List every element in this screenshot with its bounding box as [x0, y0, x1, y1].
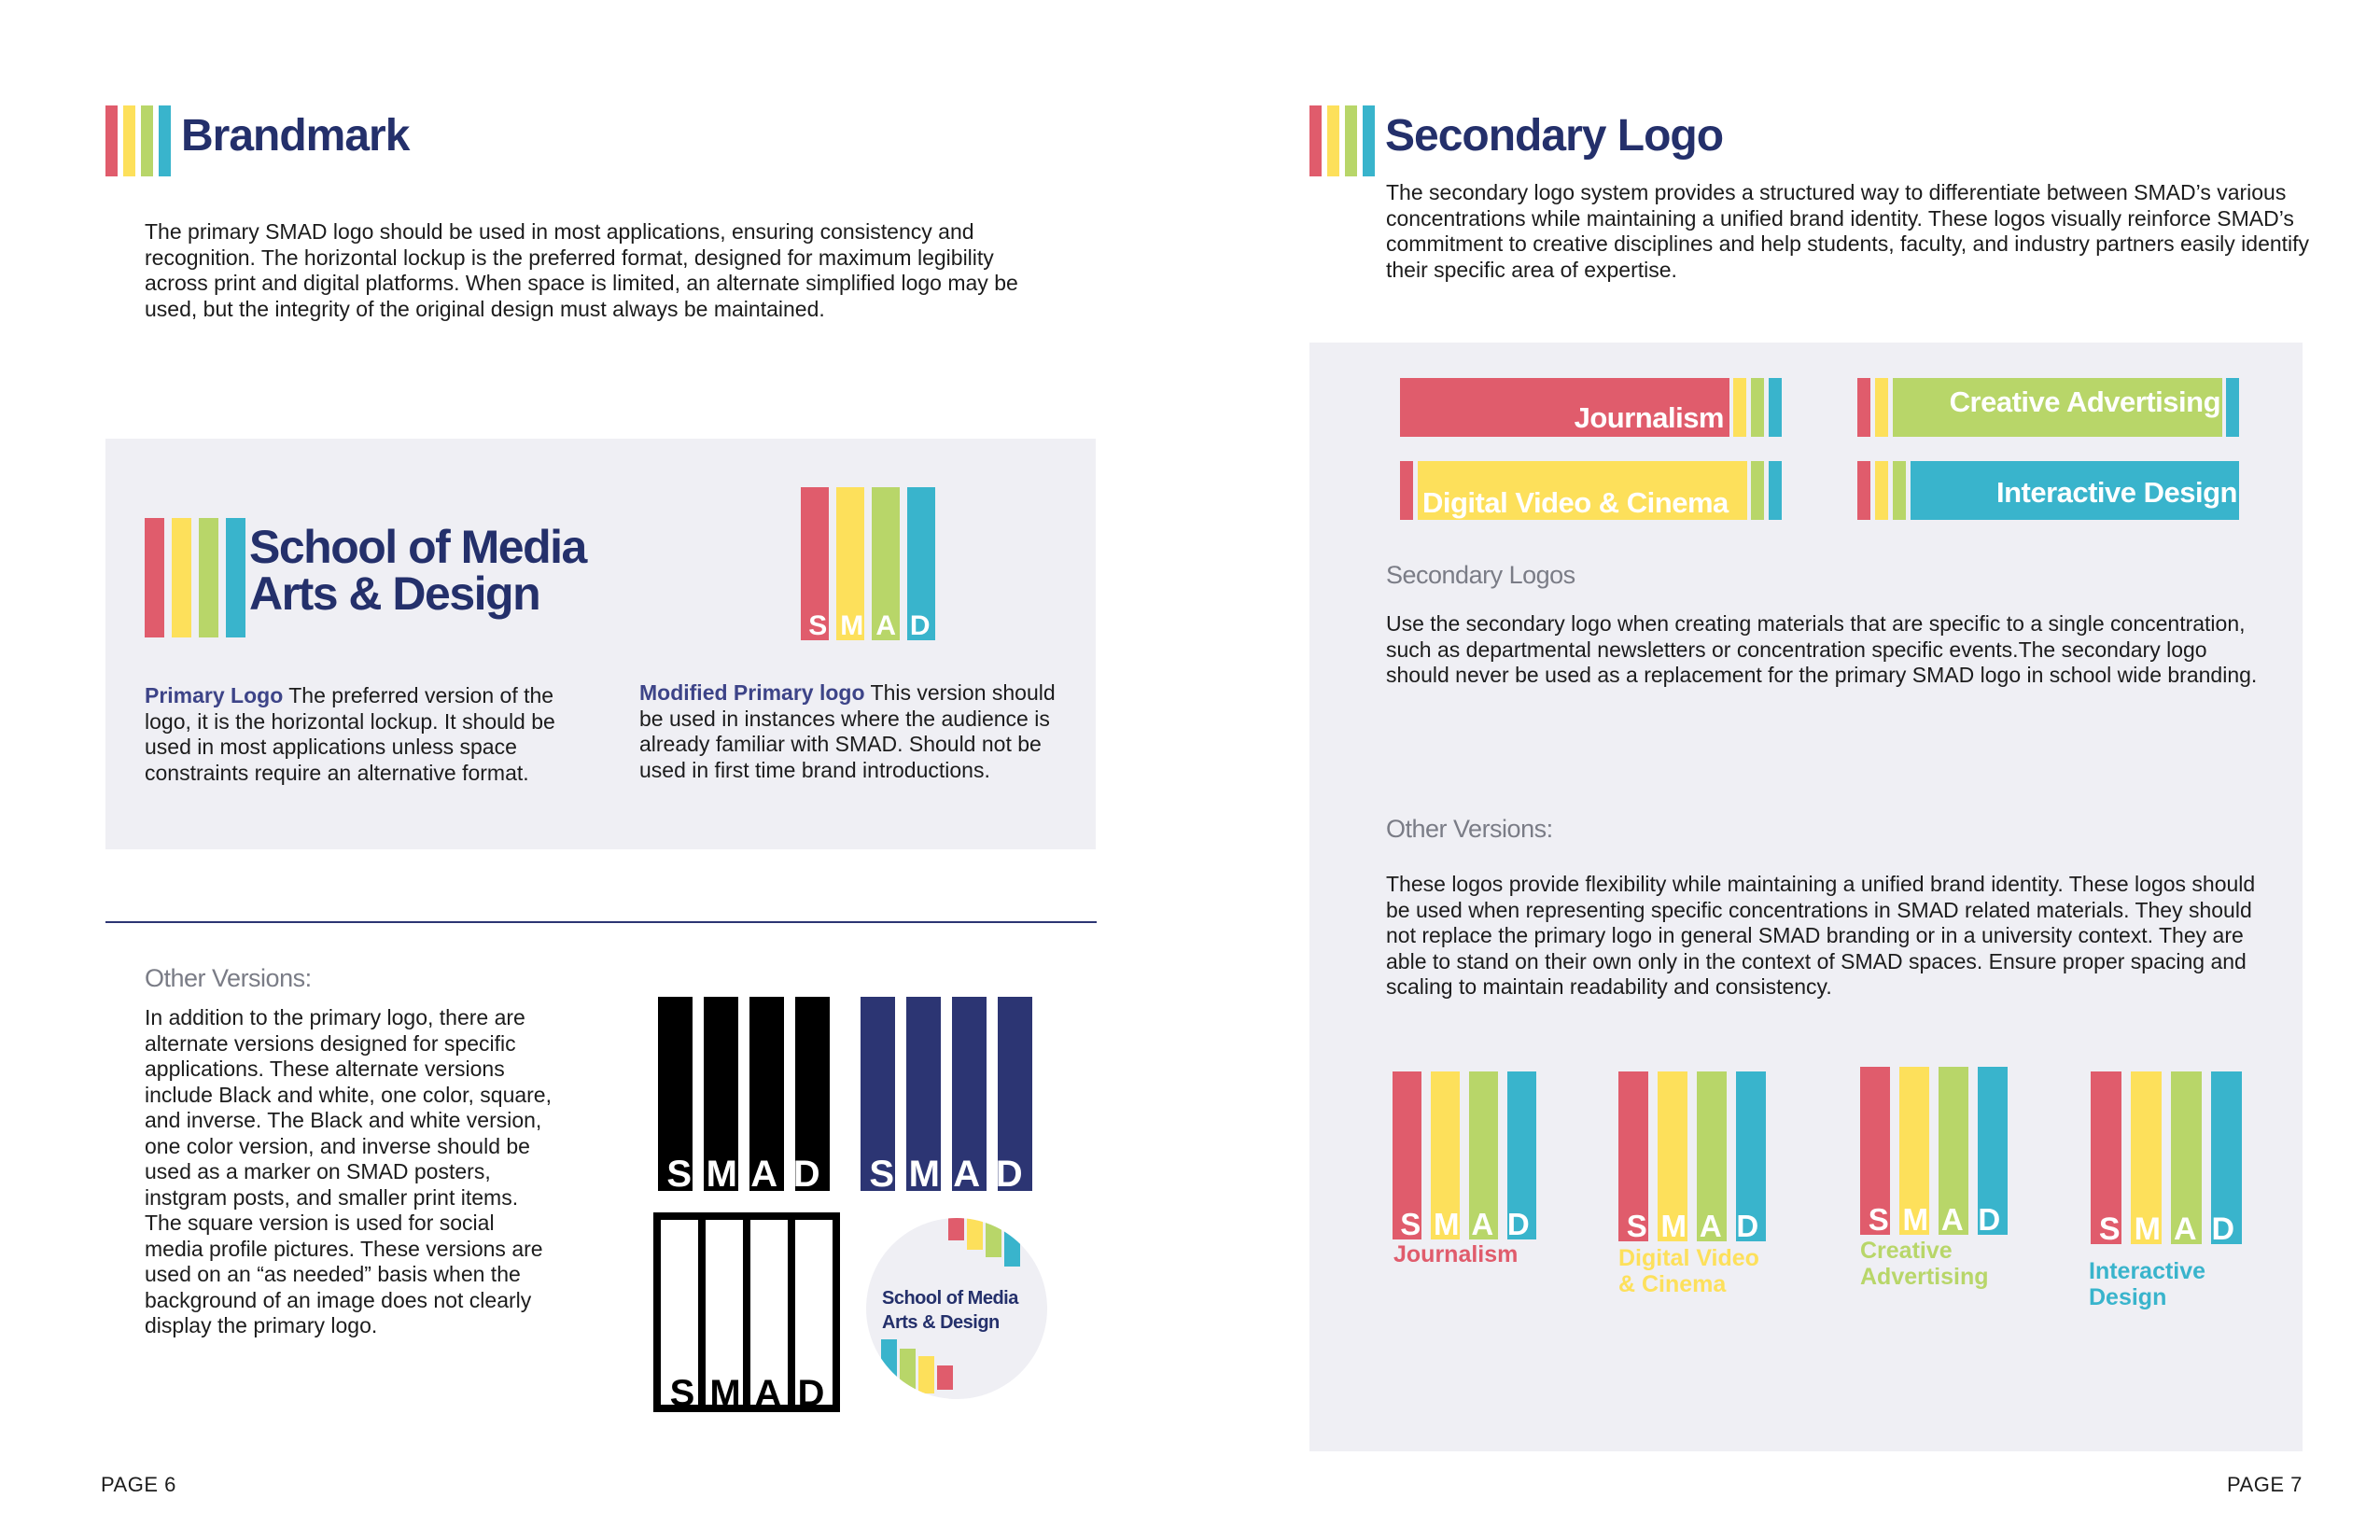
inverse-letter-s: S — [669, 1373, 695, 1414]
one-color-letter-s: S — [869, 1154, 895, 1195]
strip-journalism — [1400, 378, 1785, 437]
circle-profile-logo — [866, 1218, 1047, 1399]
smad-letter-d: D — [909, 610, 931, 641]
smad-letter-a: A — [875, 610, 897, 641]
digital-video-label-line2: & Cinema — [1618, 1271, 1727, 1297]
concentration-logo-journalism — [1393, 1071, 1536, 1239]
concentration-label-creative-advertising — [1860, 1238, 1989, 1290]
journalism-letter-a: A — [1471, 1207, 1494, 1241]
interactive-label-line1: Interactive — [2089, 1258, 2206, 1284]
primary-logo-name — [249, 521, 586, 620]
one-color-letter-a: A — [953, 1154, 981, 1195]
strip-interactive-design — [1857, 461, 2242, 520]
modified-logo-label: Modified Primary logo — [639, 680, 865, 705]
right-other-versions-heading: Other Versions: — [1386, 815, 1553, 843]
concentration-logo-interactive-design — [2091, 1071, 2242, 1247]
concentration-label-digital-video — [1618, 1245, 1759, 1297]
journalism-letter-m: M — [1434, 1207, 1460, 1241]
digital-letter-m: M — [1660, 1209, 1687, 1243]
one-color-letter-m: M — [908, 1154, 940, 1195]
modified-smad-logo — [801, 487, 937, 640]
concentration-label-interactive-design — [2089, 1258, 2205, 1310]
interactive-label-line2: Design — [2089, 1284, 2167, 1310]
creative-letter-m: M — [1902, 1202, 1928, 1237]
digital-letter-a: A — [1699, 1209, 1722, 1243]
one-color-letter-d: D — [995, 1154, 1023, 1195]
primary-logo — [145, 518, 630, 637]
interactive-letter-a: A — [2173, 1211, 2197, 1247]
other-versions-text: In addition to the primary logo, there are alternate versions designed for specific applications. These alternate versions include Black and white, one color, square, and inverse. The Black and white version, one color version, and inverse should be used as a marker on SMAD posters, instgram posts, and smaller print items. The square version is used for social media profile pictures. These versions are used on an “as needed” basis when the background of an image does not clearly display the primary logo. — [145, 1005, 552, 1337]
circle-name-line1: School of Media — [882, 1288, 1018, 1309]
strip-digital-video-label: Digital Video & Cinema — [1422, 486, 1729, 519]
primary-logo-text: The preferred version of the logo, it is the horizontal lockup. It should be used in most applications unless space constraints require an alternative format. — [145, 683, 555, 785]
secondary-intro: The secondary logo system provides a structured way to differentiate between SMAD’s various concentrations while maintaining a unified brand identity. These logos visually reinforce SMAD’s commitment to creative disciplines and help students, faculty, and industry partners easily identify their specific area of expertise. — [1386, 180, 2310, 282]
creative-letter-d: D — [1978, 1202, 2001, 1237]
one-color-smad-logo — [861, 997, 1030, 1195]
black-white-smad-logo — [658, 997, 828, 1195]
journalism-label-line1: Journalism — [1393, 1241, 1519, 1267]
modified-logo-description — [639, 680, 1059, 783]
strip-digital-video — [1400, 461, 1785, 520]
circle-logo-name — [882, 1286, 1018, 1335]
strip-creative-advertising — [1857, 378, 2242, 437]
journalism-letter-s: S — [1400, 1207, 1421, 1241]
other-versions-heading: Other Versions: — [145, 964, 312, 992]
strip-creative-advertising-label: Creative Advertising — [1949, 385, 2220, 418]
inverse-letter-m: M — [709, 1373, 741, 1414]
concentration-logo-creative-advertising — [1860, 1067, 2008, 1235]
right-other-versions-text: These logos provide flexibility while maintaining a unified brand identity. These logos should be used when representing specific concentrations in SMAD related materials. They should not replace the primary logo in general SMAD branding or in a university context. They are able to stand on their own only in the context of SMAD spaces. Ensure proper spacing and scaling to maintain readability and consistency. — [1386, 872, 2256, 999]
bw-letter-s: S — [666, 1154, 693, 1195]
page-number-right: PAGE 7 — [2227, 1473, 2303, 1496]
concentration-label-journalism — [1393, 1241, 1518, 1267]
smad-letter-m: M — [840, 610, 864, 641]
primary-logo-name-line1: School of Media — [249, 521, 586, 573]
brandmark-title-icon — [105, 105, 171, 176]
inverse-letter-a: A — [754, 1373, 782, 1414]
strip-interactive-design-label: Interactive Design — [1995, 476, 2237, 509]
secondary-title: Secondary Logo — [1385, 111, 1724, 161]
secondary-logos-text: Use the secondary logo when creating materials that are specific to a single concentration, such as departmental newsletters or concentration specific events.The secondary logo should never be used as a replacement for the primary SMAD logo in school wide branding. — [1386, 611, 2258, 687]
primary-logo-name-line2: Arts & Design — [249, 567, 540, 620]
journalism-letter-d: D — [1506, 1207, 1530, 1241]
interactive-letter-d: D — [2211, 1211, 2235, 1247]
primary-logo-description — [145, 683, 602, 786]
smad-letter-s: S — [808, 610, 828, 641]
circle-bottom-bars — [881, 1339, 974, 1399]
creative-label-line1: Creative — [1860, 1238, 1953, 1264]
digital-video-label-line1: Digital Video — [1618, 1245, 1759, 1271]
digital-letter-d: D — [1736, 1209, 1759, 1243]
circle-name-line2: Arts & Design — [882, 1312, 1000, 1333]
bw-letter-m: M — [706, 1154, 737, 1195]
strip-journalism-label: Journalism — [1574, 401, 1724, 434]
inverse-smad-logo — [653, 1212, 840, 1412]
brandmark-title: Brandmark — [181, 111, 410, 161]
primary-logo-bars — [145, 518, 245, 637]
primary-logo-panel — [105, 439, 1096, 849]
bw-letter-a: A — [750, 1154, 778, 1195]
section-divider — [105, 921, 1097, 923]
primary-logo-label: Primary Logo — [145, 683, 284, 707]
circle-top-bars — [948, 1218, 1023, 1269]
brandmark-intro: The primary SMAD logo should be used in most applications, ensuring consistency and recognition. The horizontal lockup is the preferred format, designed for maximum legibility across print and digital platforms. When space is limited, an alternate simplified logo may be used, but the integrity of the original design must always be maintained. — [145, 219, 1018, 321]
digital-letter-s: S — [1626, 1209, 1647, 1243]
inverse-letter-d: D — [797, 1373, 825, 1414]
creative-letter-s: S — [1868, 1202, 1889, 1237]
creative-letter-a: A — [1940, 1202, 1964, 1237]
interactive-letter-m: M — [2134, 1211, 2161, 1247]
page-number-left: PAGE 6 — [101, 1473, 176, 1496]
modified-logo-text: This version should be used in instances where the audience is already familiar with SMAD. Should not be used in first time brand introductions. — [639, 680, 1056, 782]
bw-letter-d: D — [792, 1154, 820, 1195]
creative-label-line2: Advertising — [1860, 1264, 1989, 1290]
interactive-letter-s: S — [2098, 1211, 2121, 1247]
concentration-logo-digital-video — [1618, 1071, 1766, 1241]
secondary-logos-heading: Secondary Logos — [1386, 561, 1575, 589]
secondary-title-icon — [1309, 105, 1375, 176]
